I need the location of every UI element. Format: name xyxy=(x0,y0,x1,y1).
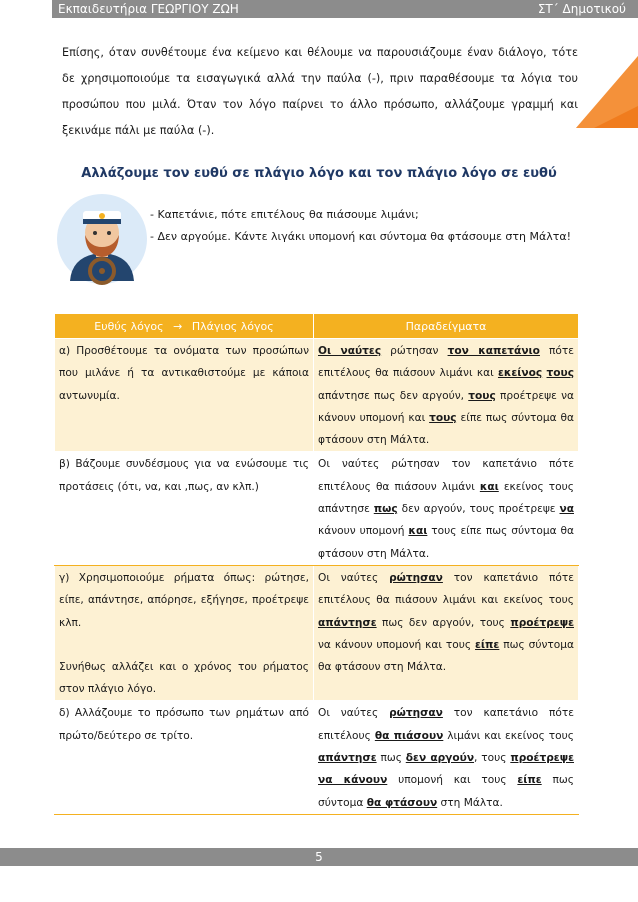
example-text: δεν αργούν, τους προέτρεψε xyxy=(397,503,560,516)
example-text: είπε πως σύντομα θα φτάσουν στη Μάλτα. xyxy=(318,411,574,447)
column-header-speech xyxy=(55,314,314,339)
arrow-right-icon: → xyxy=(173,319,183,333)
highlighted-word: απάντησε xyxy=(318,752,377,765)
example-text: υπομονή και τους xyxy=(387,774,518,787)
example-text: λιμάνι και εκείνος τους xyxy=(443,729,574,742)
highlighted-word: τους xyxy=(429,411,457,424)
highlighted-word: και xyxy=(408,525,428,538)
example-cell xyxy=(314,701,579,814)
highlighted-word: πως xyxy=(373,503,398,516)
example-text: πως σύντομα xyxy=(318,774,574,809)
intro-paragraph: Επίσης, όταν συνθέτουμε ένα κείμενο και θέλουμε να παρουσιάζουμε έναν διάλογο, τότε δε χρησιμοποιούμε τα εισαγωγικά αλλά την παύλα (-), πριν παραθέσουμε τα λόγια του προσώπου που μιλά. Όταν τον λόγο παίρνει το άλλο πρόσωπο, αλλάζουμε γραμμή και ξεκινάμε πάλι με παύλα (-). xyxy=(62,46,578,137)
highlighted-word: απάντησε xyxy=(318,616,377,629)
corner-decoration xyxy=(576,56,638,128)
example-text: να κάνουν υπομονή και τους xyxy=(318,638,476,651)
school-name: Εκπαιδευτήρια ΓΕΩΡΓΙΟΥ ΖΩΗ xyxy=(58,2,239,16)
top-header-bar xyxy=(52,0,638,18)
example-text: πως δεν αργούν, τους xyxy=(376,616,511,629)
header-direct-speech: Ευθύς λόγος xyxy=(94,319,164,333)
highlighted-word: είπε xyxy=(475,638,500,651)
section-heading: Αλλάζουμε τον ευθύ σε πλάγιο λόγο και τον πλάγιο λόγο σε ευθύ xyxy=(81,166,557,181)
highlighted-word: δεν αργούν xyxy=(405,752,475,765)
highlighted-word: Οι ναύτες xyxy=(318,345,382,357)
table-row xyxy=(55,339,579,452)
dialog-line: - Καπετάνιε, πότε επιτέλους θα πιάσουμε λιμάνι; xyxy=(150,208,419,221)
example-text: ρώτησαν xyxy=(381,345,448,357)
captain-illustration xyxy=(56,193,148,285)
example-text: κάνουν υπομονή xyxy=(318,525,409,538)
table-row xyxy=(55,452,579,565)
example-text: Οι ναύτες ρώτησαν τον καπετάνιο πότε επιτέλους θα πιάσουν λιμάνι xyxy=(318,458,574,493)
table-row xyxy=(55,565,579,700)
highlighted-word: ρώτησαν xyxy=(389,571,443,584)
highlighted-word: εκείνος xyxy=(497,367,543,380)
highlighted-word: προέτρεψε xyxy=(510,752,574,765)
highlighted-word: τους xyxy=(468,389,496,402)
highlighted-word: προέτρεψε xyxy=(510,616,574,629)
highlighted-word: και xyxy=(479,480,499,493)
example-text: πως xyxy=(376,752,406,765)
rule-text: δ) Αλλάζουμε το πρόσωπο των ρημάτων από πρώτο/δεύτερο σε τρίτο. xyxy=(59,707,309,742)
highlighted-word: να κάνουν xyxy=(318,774,388,787)
example-text: απάντησε πως δεν αργούν, xyxy=(318,389,469,402)
example-cell xyxy=(314,339,579,452)
example-text: πότε επιτέλους θα πιάσουν λιμάνι και xyxy=(318,345,574,380)
example-text: Οι ναύτες xyxy=(318,707,390,720)
highlighted-word: τον καπετάνιο xyxy=(447,345,540,357)
example-text: στη Μάλτα. xyxy=(437,796,503,809)
example-text: πως σύντομα θα φτάσουν στη Μάλτα. xyxy=(318,638,574,674)
example-text: εκείνος τους απάντησε xyxy=(318,480,574,516)
rule-text: β) Βάζουμε συνδέσμους για να ενώσουμε τις προτάσεις (ότι, να, και ,πως, αν κλπ.) xyxy=(59,458,309,493)
dialog-block xyxy=(150,204,590,248)
page-number: 5 xyxy=(315,850,323,864)
grade-label: ΣΤ΄ Δημοτικού xyxy=(537,2,626,16)
example-text: προέτρεψε να κάνουν υπομονή και xyxy=(318,389,574,424)
example-text: τους είπε πως σύντομα θα φτάσουν στη Μάλτα. xyxy=(318,525,574,560)
highlighted-word: είπε xyxy=(517,774,542,787)
example-text: τον καπετάνιο πότε επιτέλους xyxy=(318,707,574,742)
highlighted-word: να xyxy=(559,503,574,516)
header-indirect-speech: Πλάγιος λόγος xyxy=(191,319,274,333)
dialog-line: - Δεν αργούμε. Κάντε λιγάκι υπομονή και σύντομα θα φτάσουμε στη Μάλτα! xyxy=(150,230,572,243)
rule-cell xyxy=(55,701,314,814)
table-row xyxy=(55,701,579,814)
highlighted-word: θα πιάσουν xyxy=(374,729,444,742)
highlighted-word: τους xyxy=(546,367,574,380)
rule-cell xyxy=(55,339,314,452)
example-cell xyxy=(314,565,579,700)
rule-note: Συνήθως αλλάζει και ο χρόνος του ρήματος στον πλάγιο λόγο. xyxy=(59,660,309,696)
highlighted-word: θα φτάσουν xyxy=(366,796,438,809)
column-header-examples: Παραδείγματα xyxy=(314,314,579,339)
rule-text: γ) Χρησιμοποιούμε ρήματα όπως: ρώτησε, είπε, απάντησε, απόρησε, εξήγησε, προέτρεψε κλπ. xyxy=(59,571,309,629)
rule-text: α) Προσθέτουμε τα ονόματα των προσώπων που μιλάνε ή τα αντικαθιστούμε με κάποια αντωνυμία. xyxy=(59,345,309,402)
rules-table xyxy=(54,313,579,815)
highlighted-word: ρώτησαν xyxy=(389,707,443,720)
example-cell xyxy=(314,452,579,565)
example-text: Οι ναύτες xyxy=(318,571,390,584)
rule-cell xyxy=(55,452,314,565)
example-text: , τους xyxy=(474,752,511,765)
rule-cell xyxy=(55,565,314,700)
example-text: τον καπετάνιο πότε επιτέλους θα πιάσουν λιμάνι και εκείνος τους xyxy=(318,571,574,607)
